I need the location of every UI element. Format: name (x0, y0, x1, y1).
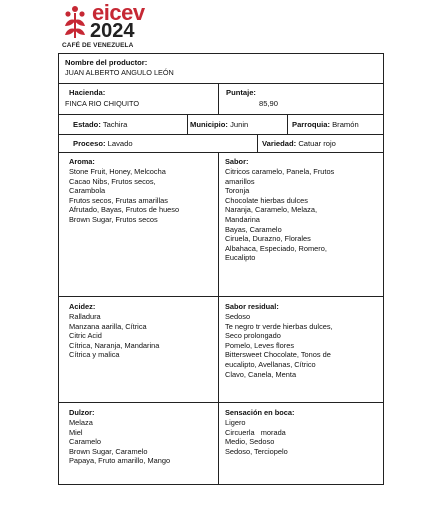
logo-year: 2024 (90, 20, 135, 42)
aroma-note: Frutos secos, Frutas amarillas (69, 195, 168, 205)
parroquia-label: Parroquia: (292, 120, 330, 129)
sabor-note: Toronja (225, 186, 250, 196)
estado-value: Tachira (102, 120, 128, 129)
sabor-note: Albahaca, Especiado, Romero, (225, 243, 327, 253)
variedad-field (262, 139, 336, 149)
puntaje-label: Puntaje: (226, 88, 256, 97)
aroma-note: Afrutado, Bayas, Frutos de hueso (69, 205, 180, 215)
sabor-note: amarillos (225, 176, 255, 186)
proceso-value: Lavado (107, 139, 133, 148)
hacienda-value: FINCA RIO CHIQUITO (65, 99, 140, 108)
dulzor-note: Brown Sugar, Caramelo (69, 446, 148, 456)
dulzor-note: Miel (69, 427, 83, 437)
acidez-note: Manzana aarilla, Cítrica (69, 321, 147, 331)
logo-subtitle: CAFÉ DE VENEZUELA (62, 42, 134, 49)
dulzor-label: Dulzor: (69, 408, 95, 417)
sabor-residual-note: Te negro tr verde hierbas dulces, (225, 321, 333, 331)
column-divider (218, 83, 219, 114)
dulzor-note: Caramelo (69, 437, 102, 447)
sensacion-section (225, 408, 294, 456)
sabor-residual-note: Bittersweet Chocolate, Tonos de (225, 350, 331, 360)
sabor-residual-note: Pomelo, Leves flores (225, 340, 295, 350)
producer-name: JUAN ALBERTO ANGULO LEÓN (65, 68, 174, 77)
row-divider (59, 152, 383, 153)
acidez-note: Ralladura (69, 312, 101, 321)
aroma-note: Stone Fruit, Honey, Melcocha (69, 167, 166, 176)
puntaje-value: 85,90 (259, 99, 279, 108)
variedad-value: Catuar rojo (298, 139, 336, 148)
variedad-label: Variedad: (262, 139, 297, 148)
column-divider (287, 114, 288, 134)
coffee-plant-icon (62, 4, 88, 40)
hacienda-label: Hacienda: (69, 88, 106, 97)
row-divider (59, 296, 383, 297)
sensacion-note: Sedoso, Terciopelo (225, 446, 288, 456)
sabor-residual-note: eucalipto, Avellanas, Cítrico (225, 359, 316, 369)
column-divider (257, 134, 258, 152)
acidez-note: Citric Acid (69, 331, 102, 341)
sabor-note: Bayas, Caramelo (225, 224, 282, 234)
aroma-section (69, 157, 179, 225)
proceso-field (73, 139, 133, 149)
sabor-note: Naranja, Caramelo, Melaza, (225, 205, 318, 215)
row-divider (59, 83, 383, 84)
municipio-value: Junin (230, 120, 249, 129)
municipio-field (190, 120, 248, 130)
sensacion-note: Ligero (225, 418, 246, 427)
sabor-note: Eucalipto (225, 253, 256, 263)
logo-wordmark: eicev (92, 0, 145, 25)
aroma-note: Brown Sugar, Frutos secos (69, 214, 158, 224)
acidez-label: Acidez: (69, 302, 96, 311)
sabor-note: Mandarina (225, 214, 260, 224)
estado-field (73, 120, 127, 130)
aroma-note: Cacao Nibs, Frutos secos, (69, 176, 156, 186)
sabor-residual-note: Seco prolongado (225, 331, 281, 341)
sabor-residual-label: Sabor residual: (225, 302, 279, 311)
estado-label: Estado: (73, 120, 101, 129)
sensacion-label: Sensación en boca: (225, 408, 295, 417)
row-divider (59, 114, 383, 115)
coffee-evaluation-sheet (58, 53, 384, 485)
dulzor-note: Melaza (69, 418, 93, 427)
sabor-note: Chocolate hierbas dulces (225, 195, 308, 205)
municipio-label: Municipio: (190, 120, 228, 129)
eicev-logo (60, 2, 170, 50)
sabor-residual-section (225, 302, 333, 379)
sensacion-note: Circuerla morada (225, 427, 286, 437)
sabor-residual-note: Clavo, Canela, Menta (225, 369, 297, 379)
sabor-residual-note: Sedoso (225, 312, 251, 321)
acidez-section (69, 302, 159, 360)
acidez-note: Cítrica y malica (69, 350, 120, 360)
sabor-label: Sabor: (225, 157, 249, 166)
parroquia-value: Bramón (332, 120, 359, 129)
column-divider (187, 114, 188, 134)
sabor-note: Citricos caramelo, Panela, Frutos (225, 167, 335, 176)
aroma-note: Carambola (69, 186, 106, 196)
row-divider (59, 134, 383, 135)
proceso-label: Proceso: (73, 139, 106, 148)
column-divider (218, 152, 219, 484)
sensacion-note: Medio, Sedoso (225, 437, 275, 447)
dulzor-note: Papaya, Fruto amarillo, Mango (69, 456, 171, 466)
aroma-label: Aroma: (69, 157, 95, 166)
row-divider (59, 402, 383, 403)
dulzor-section (69, 408, 170, 466)
sabor-section (225, 157, 334, 263)
sabor-note: Ciruela, Durazno, Florales (225, 234, 311, 244)
acidez-note: Cítrica, Naranja, Mandarina (69, 340, 160, 350)
producer-label: Nombre del productor: (65, 58, 148, 67)
parroquia-field (292, 120, 359, 130)
